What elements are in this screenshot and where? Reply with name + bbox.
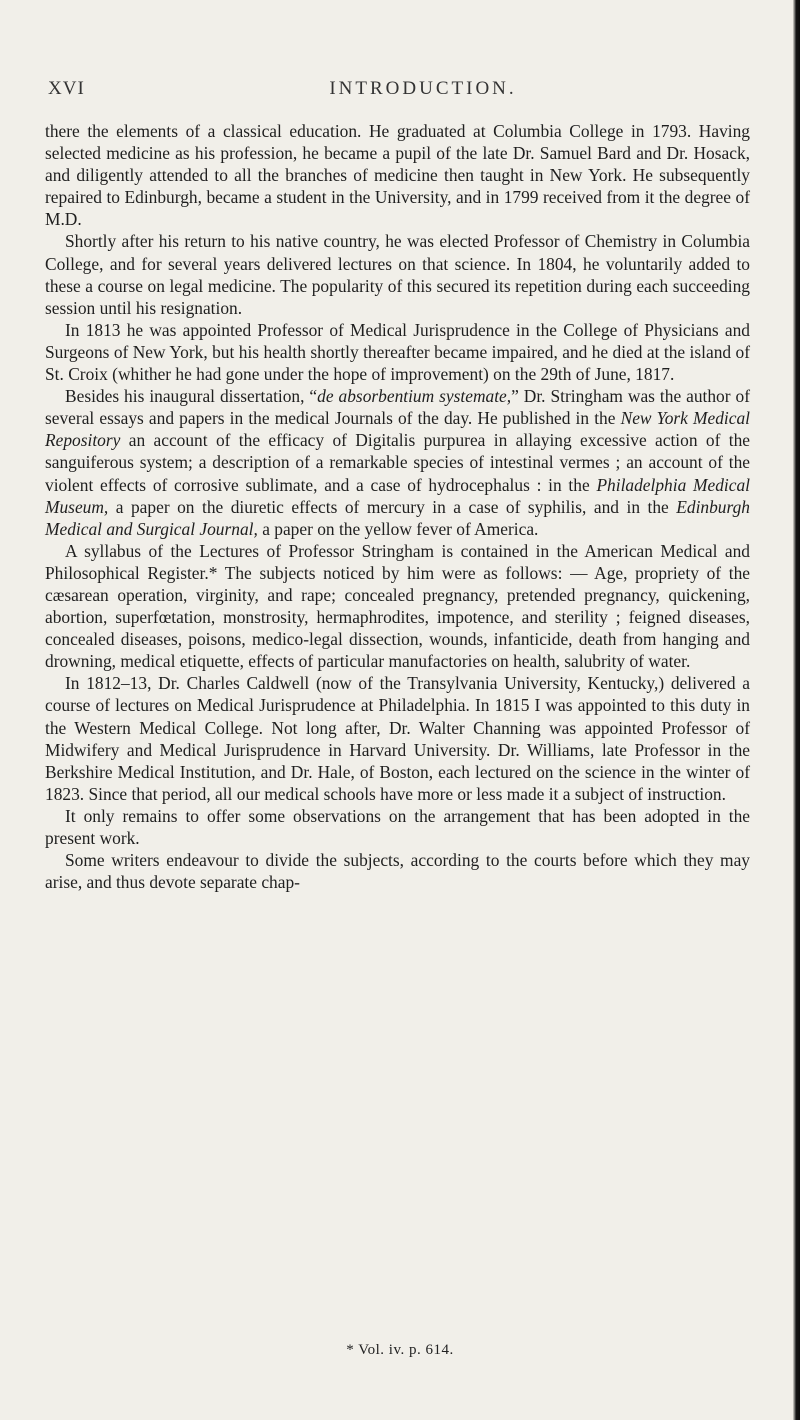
paragraph-4 [45, 385, 750, 540]
paragraph-3: In 1813 he was appointed Professor of Medical Jurisprudence in the College of Physicians and Surgeons of New York, but his health shortly thereafter became impaired, and he died at the island of St. Croix (whither he had gone under the hope of improvement) on the 29th of June, 1817. [45, 319, 750, 385]
page-header [48, 78, 758, 108]
paragraph-1: there the elements of a classical education. He graduated at Columbia College in 1793. Having selected medicine as his profession, he became a pupil of the late Dr. Samuel Bard and Dr. Hosack, and diligently attended to all the branches of medicine then taught in New York. He subsequently repaired to Edinburgh, became a student in the University, and in 1799 received from it the degree of M.D. [45, 121, 750, 230]
p4-text-a: Besides his inaugural dissertation, “ [65, 386, 318, 407]
journal-title-museum: Philadelphia Medical Museum, [45, 474, 751, 517]
p4-text-d: a paper on the diuretic effects of mercury in a case of syphilis, and in the [108, 496, 677, 517]
footnote: * Vol. iv. p. 614. [346, 1342, 454, 1358]
page-number: XVI [48, 78, 85, 99]
paragraph-5: A syllabus of the Lectures of Professor Stringham is contained in the American Medical and Philosophical Register.* The subjects noticed by him were as follows: — Age, propriety of the cæsarean operation, virginity, and rape; concealed pregnancy, pretended pregnancy, quickening, abortion, superfœtation, monstrosity, hermaphrodites, impotence, and sterility ; feigned diseases, concealed diseases, poisons, medico-legal dissection, wounds, infanticide, death from hanging and drowning, medical etiquette, effects of particular manufactories on health, salubrity of water. [45, 540, 750, 672]
journal-title-repository: New York Medical Repository [45, 408, 750, 451]
body-text [45, 120, 750, 893]
p4-text-e: a paper on the yellow fever of America. [257, 518, 539, 539]
p4-text-c: an account of the efficacy of Digitalis purpurea in allaying excessive action of the sanguiferous system; a description of a remarkable species of intestinal vermes ; an account of the violent effects of corrosive sublimate, and a case of hydrocephalus : in the [45, 430, 750, 495]
running-head: INTRODUCTION. [329, 78, 517, 99]
journal-title-edinburgh: Edinburgh Medical and Surgical Journal, [45, 496, 750, 539]
page-edge-shadow [793, 0, 800, 1420]
p4-text-b: ” Dr. Stringham was the author of several essays and papers in the medical Journals of the day. He published in the [45, 386, 750, 429]
dissertation-title: de absorbentium systemate, [317, 386, 512, 407]
paragraph-8: Some writers endeavour to divide the subjects, according to the courts before which they may arise, and thus devote separate chap- [45, 850, 750, 893]
paragraph-7: It only remains to offer some observations on the arrangement that has been adopted in the present work. [45, 805, 750, 848]
paragraph-2: Shortly after his return to his native country, he was elected Professor of Chemistry in Columbia College, and for several years delivered lectures on that science. In 1804, he voluntarily added to these a course on legal medicine. The popularity of this secured its repetition during each succeeding session until his resignation. [45, 231, 750, 318]
paragraph-6: In 1812–13, Dr. Charles Caldwell (now of the Transylvania University, Kentucky,) delivered a course of lectures on Medical Jurisprudence at Philadelphia. In 1815 I was appointed to this duty in the Western Medical College. Not long after, Dr. Walter Channing was appointed Professor of Midwifery and Medical Jurisprudence in Harvard University. Dr. Williams, late Professor in the Berkshire Medical Institution, and Dr. Hale, of Boston, each lectured on the science in the winter of 1823. Since that period, all our medical schools have more or less made it a subject of instruction. [45, 673, 750, 804]
